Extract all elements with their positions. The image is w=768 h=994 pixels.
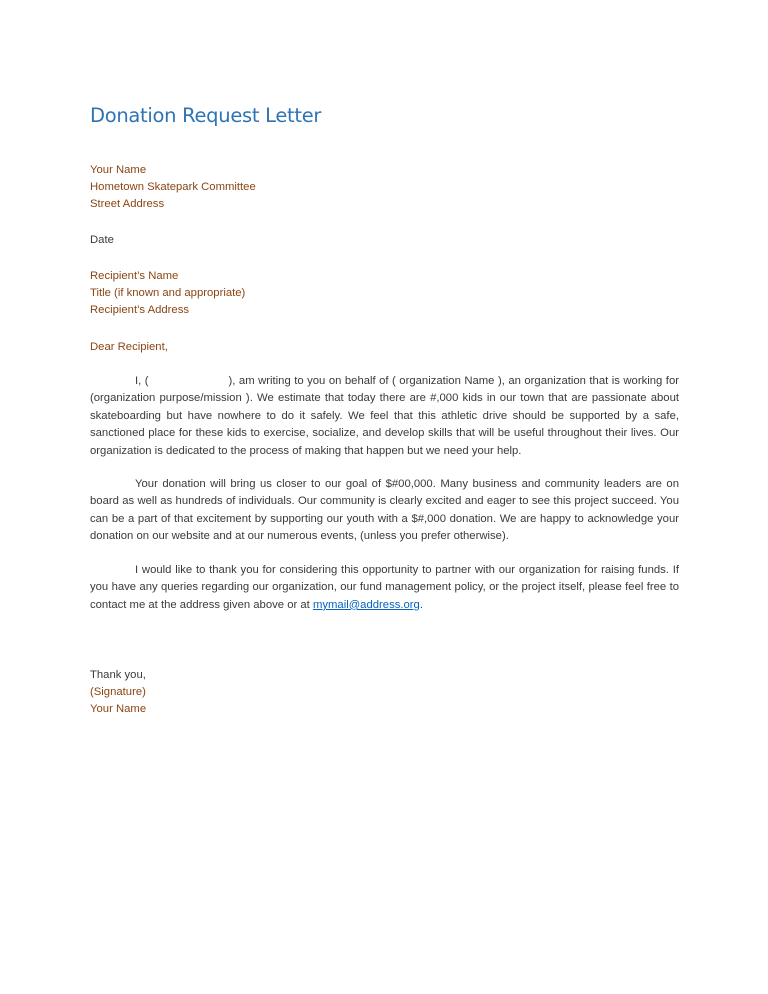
sender-address: Street Address	[90, 198, 165, 211]
paragraph-donation-body: Your donation will bring us closer to our goal of $#00,000. Many business and community leaders are on board as well as hundreds of individuals. Our community is clearly excited and eager to see this project succeed. You can be a part of that excitement by supporting our youth with a $#,000 donation. We are happy to acknowledge your donation on our website and at our numerous events, (unless you prefer otherwise).	[90, 478, 679, 543]
letter-date: Date	[90, 234, 114, 246]
paragraph-intro-body: ), am writing to you on behalf of ( organization Name ), an organization that is working for (organization purpose/mission ). We estimate that today there are #,000 kids in our town that are passionate about skateboarding but have nowhere to do it safely. We feel that this athletic drive should be supported by a safe, sanctioned place for these kids to exercise, socialize, and develop skills that will be useful throughout their lives. Our organization is dedicated to the process of making that happen but we need your help.	[90, 375, 679, 457]
recipient-name: Recipient’s Name	[90, 270, 179, 282]
sender-name: Your Name	[90, 164, 147, 176]
paragraph-thanks-body: I would like to thank you for considering this opportunity to partner with our organization for raising funds. If you have any queries regarding our organization, our fund management policy, or the project itself, please feel free to contact me at the address given above or at	[90, 564, 679, 611]
paragraph-intro	[90, 373, 679, 460]
closing-thanks: Thank you,	[90, 669, 146, 681]
paragraph-donation	[90, 476, 679, 546]
recipient-block	[90, 268, 245, 320]
letter-title: Donation Request Letter	[90, 104, 322, 127]
paragraph-thanks	[90, 562, 679, 614]
email-link[interactable]: mymail@address.org	[312, 598, 420, 611]
paragraph-intro-lead: I, (	[135, 375, 149, 387]
closing-name: Your Name	[90, 703, 147, 716]
salutation: Dear Recipient,	[90, 341, 168, 353]
closing-signature: (Signature)	[90, 686, 146, 699]
closing-block	[90, 667, 146, 719]
sender-organization: Hometown Skatepark Committee	[90, 181, 256, 194]
recipient-title: Title (if known and appropriate)	[90, 287, 246, 300]
recipient-address: Recipient’s Address	[90, 304, 190, 317]
paragraph-thanks-end: .	[419, 598, 423, 611]
sender-block	[90, 162, 256, 214]
